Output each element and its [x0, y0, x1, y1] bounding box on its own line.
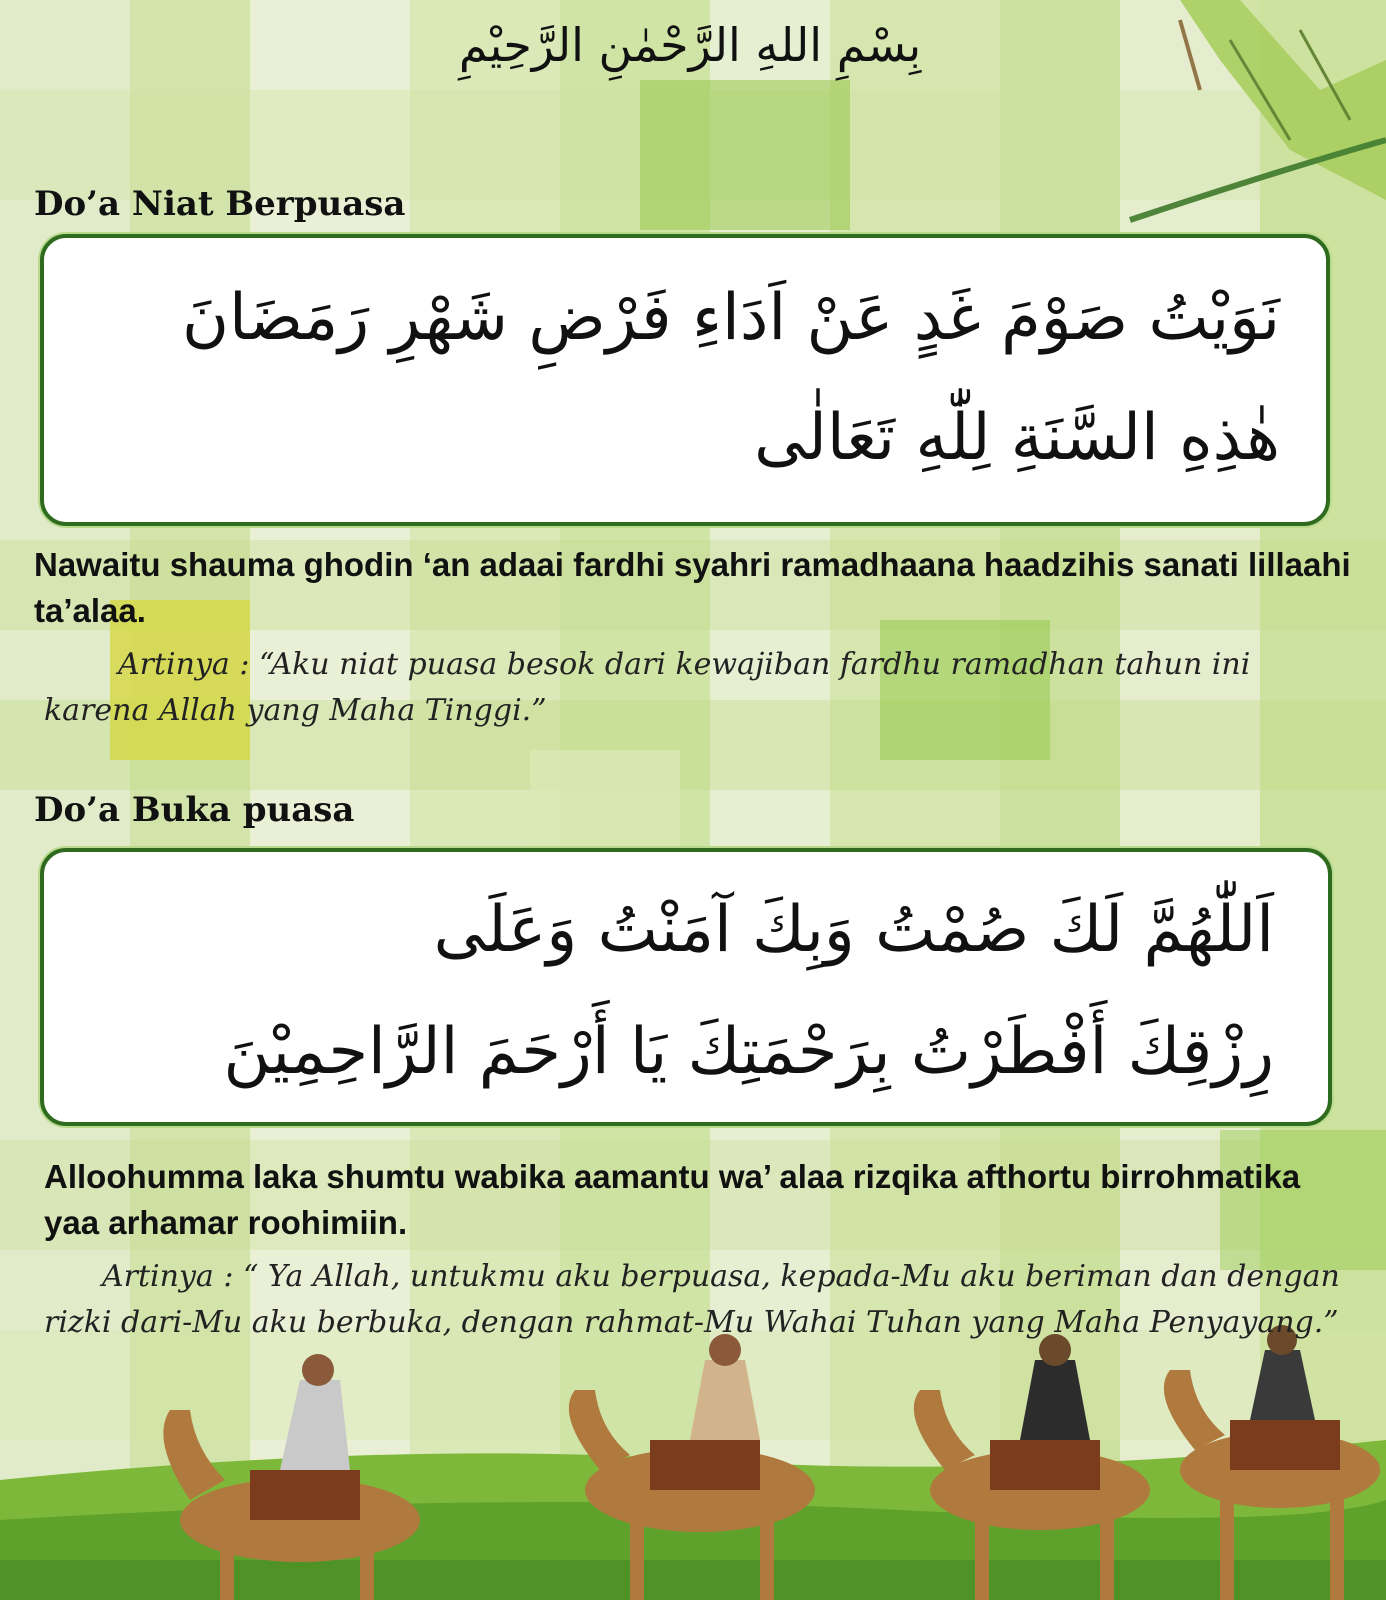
arabic-niat-line-1: نَوَيْتُ صَوْمَ غَدٍ عَنْ اَدَاءِ فَرْضِ شَهْرِ رَمَضَانَ — [182, 281, 1280, 355]
meaning-buka: Artinya : “ Ya Allah, untukmu aku berpuasa, kepada-Mu aku beriman dan dengan rizki dari-Mu aku berbuka, dengan rahmat-Mu Wahai Tuhan yang Maha Penyayang.” — [44, 1259, 1340, 1340]
bismillah-calligraphy: بِسْمِ اللهِ الرَّحْمٰنِ الرَّحِيْمِ — [458, 18, 922, 72]
heading-niat-berpuasa: Do’a Niat Berpuasa — [34, 184, 406, 224]
arabic-buka-line-2: رِزْقِكَ أَفْطَرْتُ بِرَحْمَتِكَ يَا أَرْحَمَ الرَّاحِمِيْنَ — [223, 1015, 1274, 1089]
arabic-buka-line-1: اَللّٰهُمَّ لَكَ صُمْتُ وَبِكَ آمَنْتُ وَعَلَى — [433, 893, 1274, 967]
arabic-box-niat — [40, 234, 1330, 526]
transliteration-niat: Nawaitu shauma ghodin ‘an adaai fardhi syahri ramadhaana haadzihis sanati lillaahi ta’alaa. — [34, 546, 1351, 629]
meaning-niat: Artinya : “Aku niat puasa besok dari kewajiban fardhu ramadhan tahun ini karena Allah yang Maha Tinggi.” — [44, 647, 1251, 728]
arabic-niat-line-2: هٰذِهِ السَّنَةِ لِلّٰهِ تَعَالٰى — [754, 401, 1280, 475]
transliteration-buka: Alloohumma laka shumtu wabika aamantu wa’ alaa rizqika afthortu birrohmatika yaa arhamar roohimiin. — [44, 1158, 1301, 1241]
heading-buka-puasa: Do’a Buka puasa — [34, 790, 355, 830]
arabic-box-buka — [40, 848, 1332, 1126]
